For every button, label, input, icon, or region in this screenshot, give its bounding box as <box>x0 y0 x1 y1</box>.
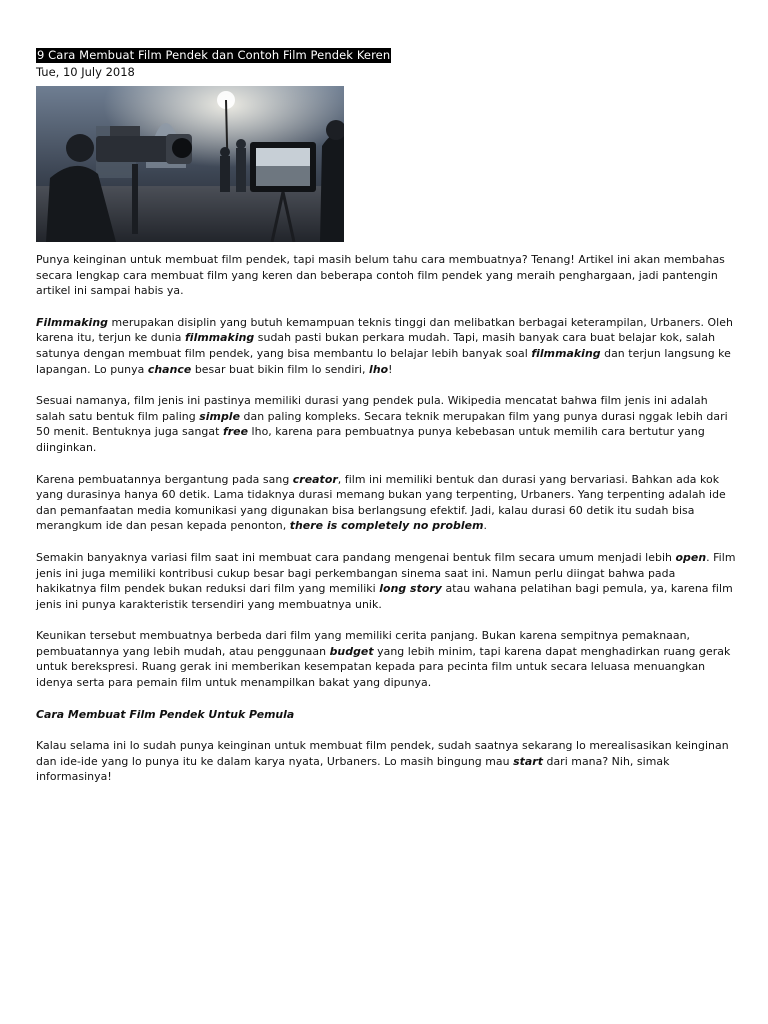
text-run: sudah pasti bukan perkara mudah. Tapi, masih banyak cara buat belajar kok, salah satunya dengan membuat film pendek, yang bisa membantu lo belajar lebih banyak soal <box>36 331 716 360</box>
text-run: Keunikan tersebut membuatnya berbeda dari film yang memiliki cerita panjang. Bukan karena sempitnya pemaknaan, pembuatannya yang lebih mudah, atau penggunaan <box>36 629 691 658</box>
hero-image <box>36 86 344 242</box>
film-set-photo-icon <box>36 86 344 242</box>
paragraph-1 <box>36 252 736 299</box>
italic-term: open <box>675 550 707 564</box>
italic-term: lho <box>369 362 389 376</box>
italic-term: free <box>222 425 249 439</box>
article-title-wrap <box>36 44 736 63</box>
paragraph-2 <box>36 315 736 377</box>
text-run: Sesuai namanya, film jenis ini pastinya memiliki durasi yang pendek pula. Wikipedia mencatat bahwa film jenis ini adalah salah satu bentuk film paling <box>36 394 708 423</box>
text-run: Kalau selama ini lo sudah punya keinginan untuk membuat film pendek, sudah saatnya sekarang lo merealisasikan keinginan dan ide-ide yang lo punya itu ke dalam karya nyata, Urbaners. Lo masih bingung mau <box>36 739 729 768</box>
text-run: besar buat bikin film lo sendiri, <box>191 362 370 376</box>
italic-term: Filmmaking <box>36 315 108 329</box>
italic-term: long story <box>379 582 442 596</box>
paragraph-3 <box>36 393 736 455</box>
paragraph-4 <box>36 472 736 534</box>
text-run: . Film jenis ini juga memiliki kontribusi cukup besar bagi perkembangan sinema saat ini. Namun perlu diingat bahwa pada hakikatnya film pendek bukan reduksi dari film yang memiliki <box>36 550 736 596</box>
text-run: ! <box>388 362 393 376</box>
text-run: yang lebih minim, tapi karena dapat menghadirkan ruang gerak untuk berekspresi. Ruang gerak ini memberikan kesempatan kepada para pecinta film untuk secara leluasa menuangkan idenya serta para pemain film untuk menampilkan bakat yang dipunya. <box>36 644 731 690</box>
text-run: Karena pembuatannya bergantung pada sang <box>36 472 293 486</box>
italic-term: chance <box>147 362 192 376</box>
text-run: atau wahana pelatihan bagi pemula, ya, karena film jenis ini punya karakteristik tersendiri yang membuatnya unik. <box>36 582 733 611</box>
text-run: dari mana? Nih, simak informasinya! <box>36 754 670 784</box>
text-run: Semakin banyaknya variasi film saat ini membuat cara pandang mengenai bentuk film secara umum menjadi lebih <box>36 550 676 564</box>
italic-term: filmmaking <box>185 331 255 345</box>
article-body <box>36 252 736 691</box>
article <box>36 44 736 785</box>
text-run: Punya keinginan untuk membuat film pendek, tapi masih belum tahu cara membuatnya? Tenang! Artikel ini akan membahas secara lengkap cara membuat film yang keren dan beberapa contoh film pendek yang meraih penghargaan, jadi pantengin artikel ini sampai habis ya. <box>36 253 725 298</box>
italic-term: simple <box>199 409 241 423</box>
italic-term: filmmaking <box>531 346 601 360</box>
text-run: merupakan disiplin yang butuh kemampuan teknis tinggi dan melibatkan berbagai keterampilan, Urbaners. Oleh karena itu, terjun ke dunia <box>36 315 733 345</box>
text-run: lho, karena para pembuatnya punya kebebasan untuk memilih cara bertutur yang diinginkan. <box>36 425 705 454</box>
italic-term: there is completely no problem <box>289 519 484 533</box>
italic-term: budget <box>329 644 374 658</box>
section-paragraph-1 <box>36 738 736 785</box>
section-body <box>36 738 736 785</box>
text-run: dan terjun langsung ke lapangan. Lo punya <box>36 346 731 376</box>
section-heading: Cara Membuat Film Pendek Untuk Pemula <box>36 707 295 721</box>
paragraph-5 <box>36 550 736 612</box>
text-run: . <box>483 519 488 533</box>
paragraph-6 <box>36 628 736 690</box>
italic-term: creator <box>292 472 338 486</box>
article-date: Tue, 10 July 2018 <box>36 65 135 79</box>
text-run: dan paling kompleks. Secara teknik merupakan film yang punya durasi nggak lebih dari 50 menit. Bentuknya juga sangat <box>36 409 728 439</box>
article-title: 9 Cara Membuat Film Pendek dan Contoh Film Pendek Keren <box>37 48 391 62</box>
italic-term: start <box>513 754 543 768</box>
text-run: , film ini memiliki bentuk dan durasi yang bervariasi. Bahkan ada kok yang durasinya hanya 60 detik. Lama tidaknya durasi memang bukan yang terpenting, Urbaners. Yang terpenting adalah ide dan pemanfaatan media komunikasi yang digunakan bisa berlangsung efektif. Jadi, kalau durasi 60 detik itu sudah bisa merangkum ide dan pesan kepada penonton, <box>36 472 726 533</box>
